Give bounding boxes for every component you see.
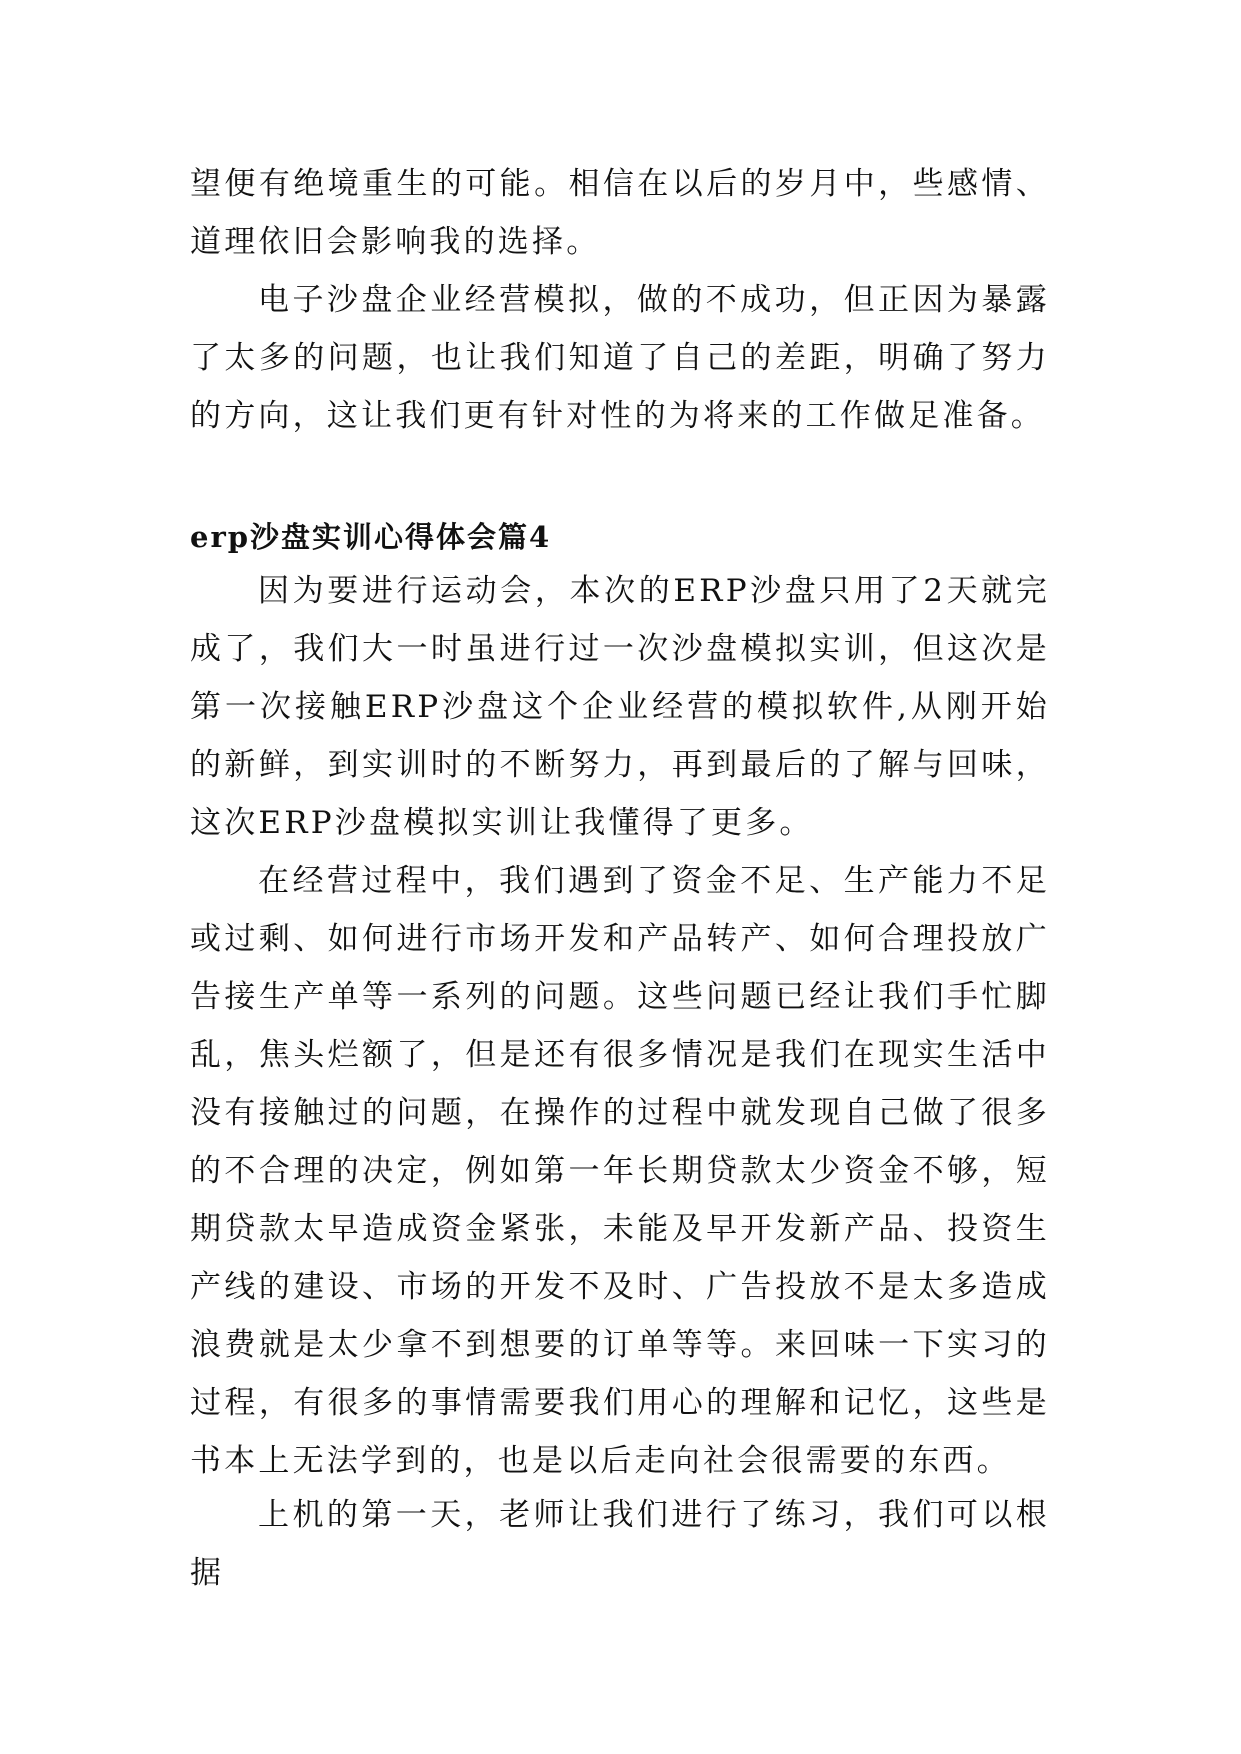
paragraph-sand-table-summary: 电子沙盘企业经营模拟，做的不成功，但正因为暴露了太多的问题，也让我们知道了自己的差距，明确了努力的方向，这让我们更有针对性的为将来的工作做足准备。 [190, 282, 1050, 434]
paragraph-first-day: 上机的第一天，老师让我们进行了练习，我们可以根据 [190, 1497, 1050, 1591]
section-heading: erp沙盘实训心得体会篇4 [190, 520, 552, 554]
paragraph-operation-process: 在经营过程中，我们遇到了资金不足、生产能力不足或过剩、如何进行市场开发和产品转产、如何合理投放广告接生产单等一系列的问题。这些问题已经让我们手忙脚乱，焦头烂额了，但是还有很多情况是我们在现实生活中没有接触过的问题，在操作的过程中就发现自己做了很多的不合理的决定，例如第一年长期贷款太少资金不够，短期贷款太早造成资金紧张，未能及早开发新产品、投资生产线的建设、市场的开发不及时、广告投放不是太多造成浪费就是太少拿不到想要的订单等等。来回味一下实习的过程，有很多的事情需要我们用心的理解和记忆，这些是书本上无法学到的，也是以后走向社会很需要的东西。 [190, 863, 1050, 1479]
paragraph-continuation: 望便有绝境重生的可能。相信在以后的岁月中，些感情、道理依旧会影响我的选择。 [190, 166, 1050, 260]
paragraph-erp-intro: 因为要进行运动会，本次的ERP沙盘只用了2天就完成了，我们大一时虽进行过一次沙盘模拟实训，但这次是第一次接触ERP沙盘这个企业经营的模拟软件,从刚开始的新鲜，到实训时的不断努力，再到最后的了解与回味，这次ERP沙盘模拟实训让我懂得了更多。 [190, 573, 1050, 841]
